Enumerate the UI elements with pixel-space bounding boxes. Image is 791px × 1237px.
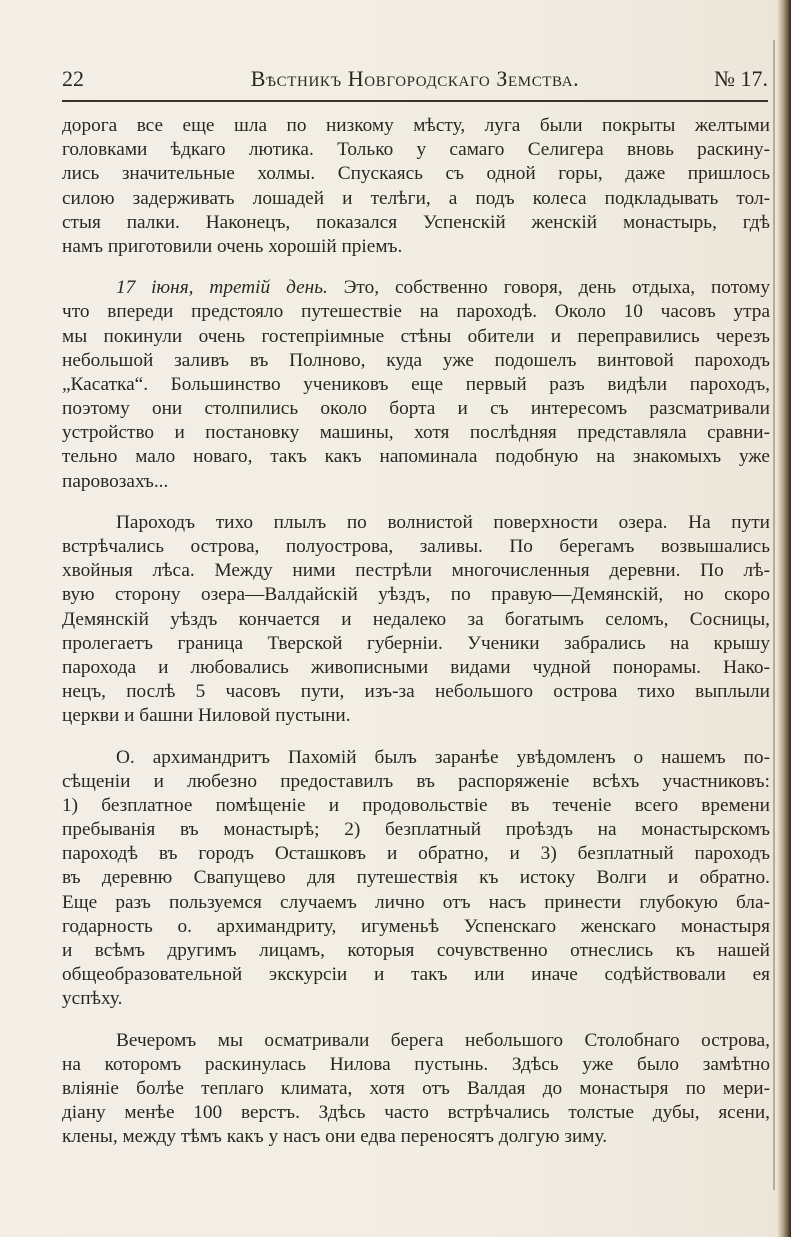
text-line: сѣщеніи и любезно предоставилъ въ распоряженіе всѣхъ участниковъ: xyxy=(62,770,770,792)
text-line: пролегаетъ граница Тверской губерніи. Ученики забрались на крышу xyxy=(62,632,770,654)
text-line: и всѣмъ другимъ лицамъ, которыя сочувственно отнеслись къ нашей xyxy=(62,940,770,961)
text-line: „Касатка“. Большинство учениковъ еще первый разъ видѣли пароходъ, xyxy=(62,373,770,395)
text-line: общеобразовательной экскурсіи и такъ или иначе содѣйствовали ея xyxy=(62,964,770,986)
paragraph xyxy=(62,1029,770,1150)
text-line: 17 іюня, третій день. Это, собственно говоря, день отдыха, потому xyxy=(116,277,770,299)
text-line: мы покинули очень гостепріимные стѣны обители и переправились черезъ xyxy=(62,325,770,347)
body-text xyxy=(62,114,770,1150)
text-line: пребыванія въ монастырѣ; 2) безплатный проѣздъ на монастырскомъ xyxy=(62,819,770,841)
text-line: вліяніе болѣе теплаго климата, хотя отъ Валдая до монастыря по мери- xyxy=(62,1077,770,1099)
text-line: тельно мало новаго, такъ какъ напоминала подобную на знакомыхъ уже xyxy=(62,446,770,468)
paragraph xyxy=(62,511,770,729)
text-line: вую сторону озера—Валдайскій уѣздъ, по правую—Демянскій, но скоро xyxy=(62,584,770,606)
text-line: 1) безплатное помѣщеніе и продовольствіе въ теченіе всего времени xyxy=(62,794,770,816)
text-line: клены, между тѣмъ какъ у насъ они едва переносятъ долгую зиму. xyxy=(62,1126,608,1148)
text-line: парохода и любовались живописными видами чудной понорамы. Нако- xyxy=(62,656,770,678)
running-header xyxy=(62,62,768,102)
text-line: въ деревню Свапущево для путешествія къ истоку Волги и обратно. xyxy=(62,867,770,889)
text-line: стыя палки. Наконецъ, показался Успенскій женскій монастырь, гдѣ xyxy=(62,211,770,233)
text-line: на которомъ раскинулась Нилова пустынь. Здѣсь уже было замѣтно xyxy=(62,1053,770,1075)
text-line: успѣху. xyxy=(62,988,123,1010)
text-line: дорога все еще шла по низкому мѣсту, луга были покрыты желтыми xyxy=(62,115,770,136)
book-spine-shadow xyxy=(777,0,791,1237)
paragraph xyxy=(62,114,770,259)
text-line: лись значительные холмы. Спускаясь съ одной горы, даже пришлось xyxy=(62,163,770,185)
text-line: встрѣчались острова, полуострова, заливы. По берегамъ возвышались xyxy=(62,536,770,557)
text-line: пароходѣ въ городъ Осташковъ и обратно, и 3) безплатный пароходъ xyxy=(62,843,770,865)
text-line: Пароходъ тихо плылъ по волнистой поверхности озера. На пути xyxy=(116,511,770,533)
text-line: церкви и башни Ниловой пустыни. xyxy=(62,705,351,727)
text-line: что впереди предстояло путешествіе на пароходѣ. Около 10 часовъ утра xyxy=(62,301,770,323)
text-line: намъ приготовили очень хорошій пріемъ. xyxy=(62,235,403,257)
text-line: устройство и постановку машины, хотя послѣдняя представляла сравни- xyxy=(62,422,770,444)
text-line: О. архимандритъ Пахомій былъ заранѣе увѣдомленъ о нашемъ по- xyxy=(116,746,770,768)
text-line: нецъ, послѣ 5 часовъ пути, изъ-за небольшого острова тихо выплыли xyxy=(62,681,770,703)
text-line: Демянскій уѣздъ кончается и недалеко за богатымъ селомъ, Сосницы, xyxy=(62,608,770,630)
issue-number: № 17. xyxy=(714,66,768,91)
text-line: поэтому они столпились около борта и съ интересомъ разсматривали xyxy=(62,398,770,420)
gutter-line xyxy=(773,40,775,1190)
journal-title: Вѣстникъ Новгородскаго Земства. xyxy=(250,66,580,91)
text-line: небольшой заливъ въ Полново, куда уже подошелъ винтовой пароходъ xyxy=(62,349,770,371)
paragraph xyxy=(62,746,770,1012)
date-heading: 17 іюня, третій день. xyxy=(116,277,328,299)
text-line: Вечеромъ мы осматривали берега небольшого Столобнаго острова, xyxy=(116,1029,770,1051)
text-line: діану менѣе 100 верстъ. Здѣсь часто встрѣчались толстые дубы, ясени, xyxy=(62,1102,770,1124)
text-line: паровозахъ... xyxy=(62,470,169,492)
text-line: головками ѣдкаго лютика. Только у самаго Селигера вновь раскину- xyxy=(62,139,770,161)
text-line: силою задерживать лошадей и телѣги, а подъ колеса подкладывать тол- xyxy=(62,187,770,209)
text-line: хвойныя лѣса. Между ними пестрѣли многочисленныя деревни. По лѣ- xyxy=(62,560,770,582)
paragraph xyxy=(62,276,770,494)
text-line: Еще разъ пользуемся случаемъ лично отъ насъ принести глубокую бла- xyxy=(62,891,770,913)
page-number: 22 xyxy=(62,66,84,91)
text-line: годарность о. архимандриту, игуменьѣ Успенскаго женскаго монастыря xyxy=(62,915,770,937)
header-rule xyxy=(62,100,768,102)
